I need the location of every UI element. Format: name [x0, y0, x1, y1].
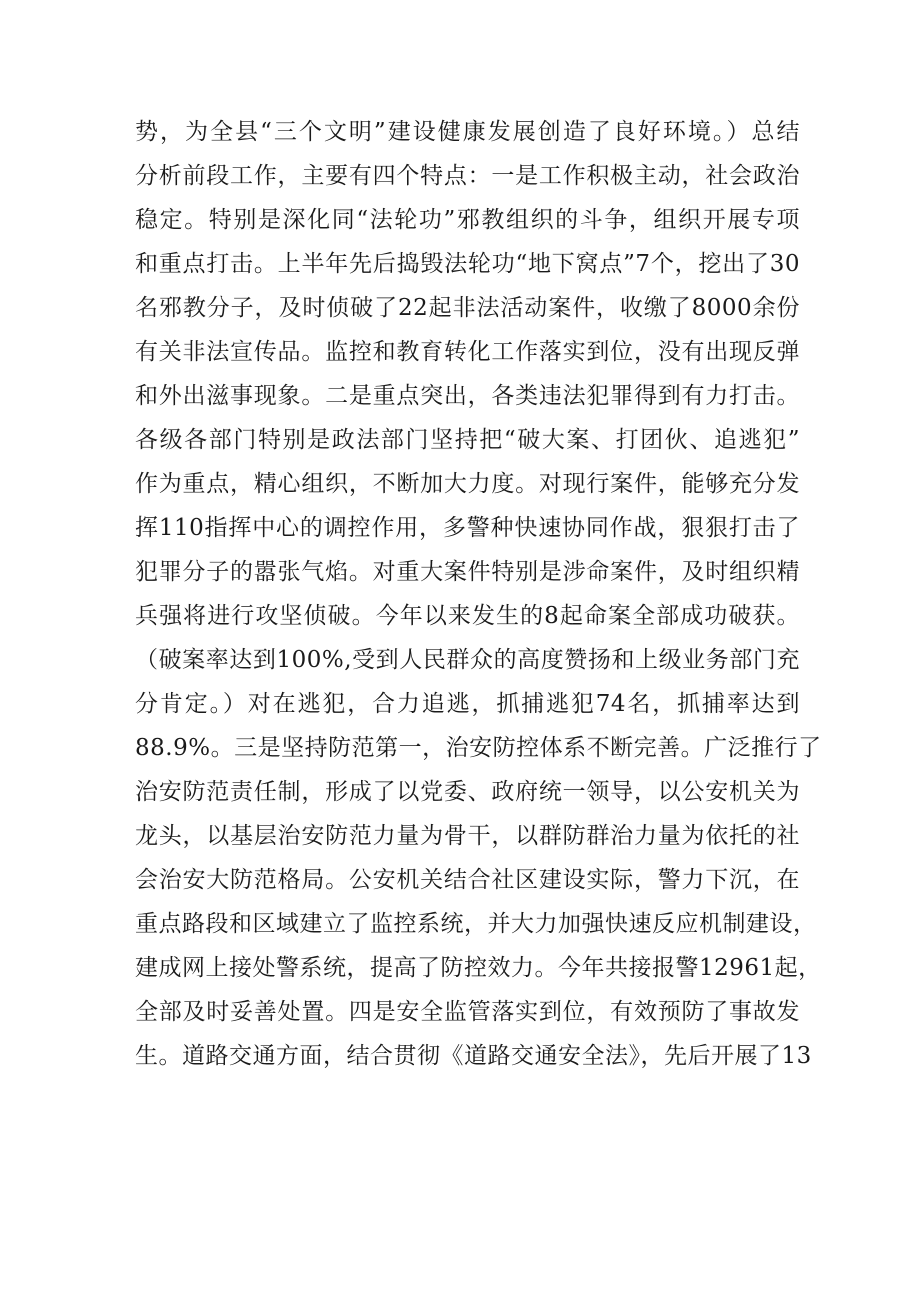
text-line: 龙头，以基层治安防范力量为骨干，以群防群治力量为依托的社	[135, 823, 800, 849]
text-line: 兵强将进行攻坚侦破。今年以来发生的8起命案全部成功破获。	[135, 603, 800, 629]
text-line: 势，为全县“三个文明”建设健康发展创造了良好环境。）总结	[135, 119, 800, 145]
text-line: 分析前段工作，主要有四个特点：一是工作积极主动，社会政治	[135, 163, 800, 189]
text-line: 重点路段和区域建立了监控系统，并大力加强快速反应机制建设，	[135, 911, 817, 937]
text-line: 生。道路交通方面，结合贯彻《道路交通安全法》，先后开展了13	[135, 1043, 812, 1069]
text-line: 88.9%。三是坚持防范第一，治安防控体系不断完善。广泛推行了	[135, 735, 822, 761]
text-line: 有关非法宣传品。监控和教育转化工作落实到位，没有出现反弹	[135, 339, 800, 365]
text-line: 会治安大防范格局。公安机关结合社区建设实际，警力下沉，在	[135, 867, 800, 893]
text-line: 和外出滋事现象。二是重点突出，各类违法犯罪得到有力打击。	[135, 383, 800, 409]
text-line: 和重点打击。上半年先后捣毁法轮功“地下窝点”7个，挖出了30	[135, 251, 800, 277]
text-line: 挥110指挥中心的调控作用，多警种快速协同作战，狠狠打击了	[135, 515, 800, 541]
text-line: 治安防范责任制，形成了以党委、政府统一领导，以公安机关为	[135, 779, 800, 805]
document-body	[135, 110, 822, 1078]
text-line: 作为重点，精心组织，不断加大力度。对现行案件，能够充分发	[135, 471, 800, 497]
text-line: 犯罪分子的嚣张气焰。对重大案件特别是涉命案件，及时组织精	[135, 559, 800, 585]
text-line: 名邪教分子，及时侦破了22起非法活动案件，收缴了8000余份	[135, 295, 800, 321]
text-line: 全部及时妥善处置。四是安全监管落实到位，有效预防了事故发	[135, 999, 800, 1025]
text-line: 各级各部门特别是政法部门坚持把“破大案、打团伙、追逃犯”	[135, 427, 800, 453]
text-line: 分肯定。）对在逃犯，合力追逃，抓捕逃犯74名，抓捕率达到	[135, 691, 800, 717]
text-line: 稳定。特别是深化同“法轮功”邪教组织的斗争，组织开展专项	[135, 207, 800, 233]
text-line: 建成网上接处警系统，提高了防控效力。今年共接报警12961起，	[135, 955, 822, 981]
text-line: （破案率达到100%,受到人民群众的高度赞扬和上级业务部门充	[135, 647, 800, 673]
